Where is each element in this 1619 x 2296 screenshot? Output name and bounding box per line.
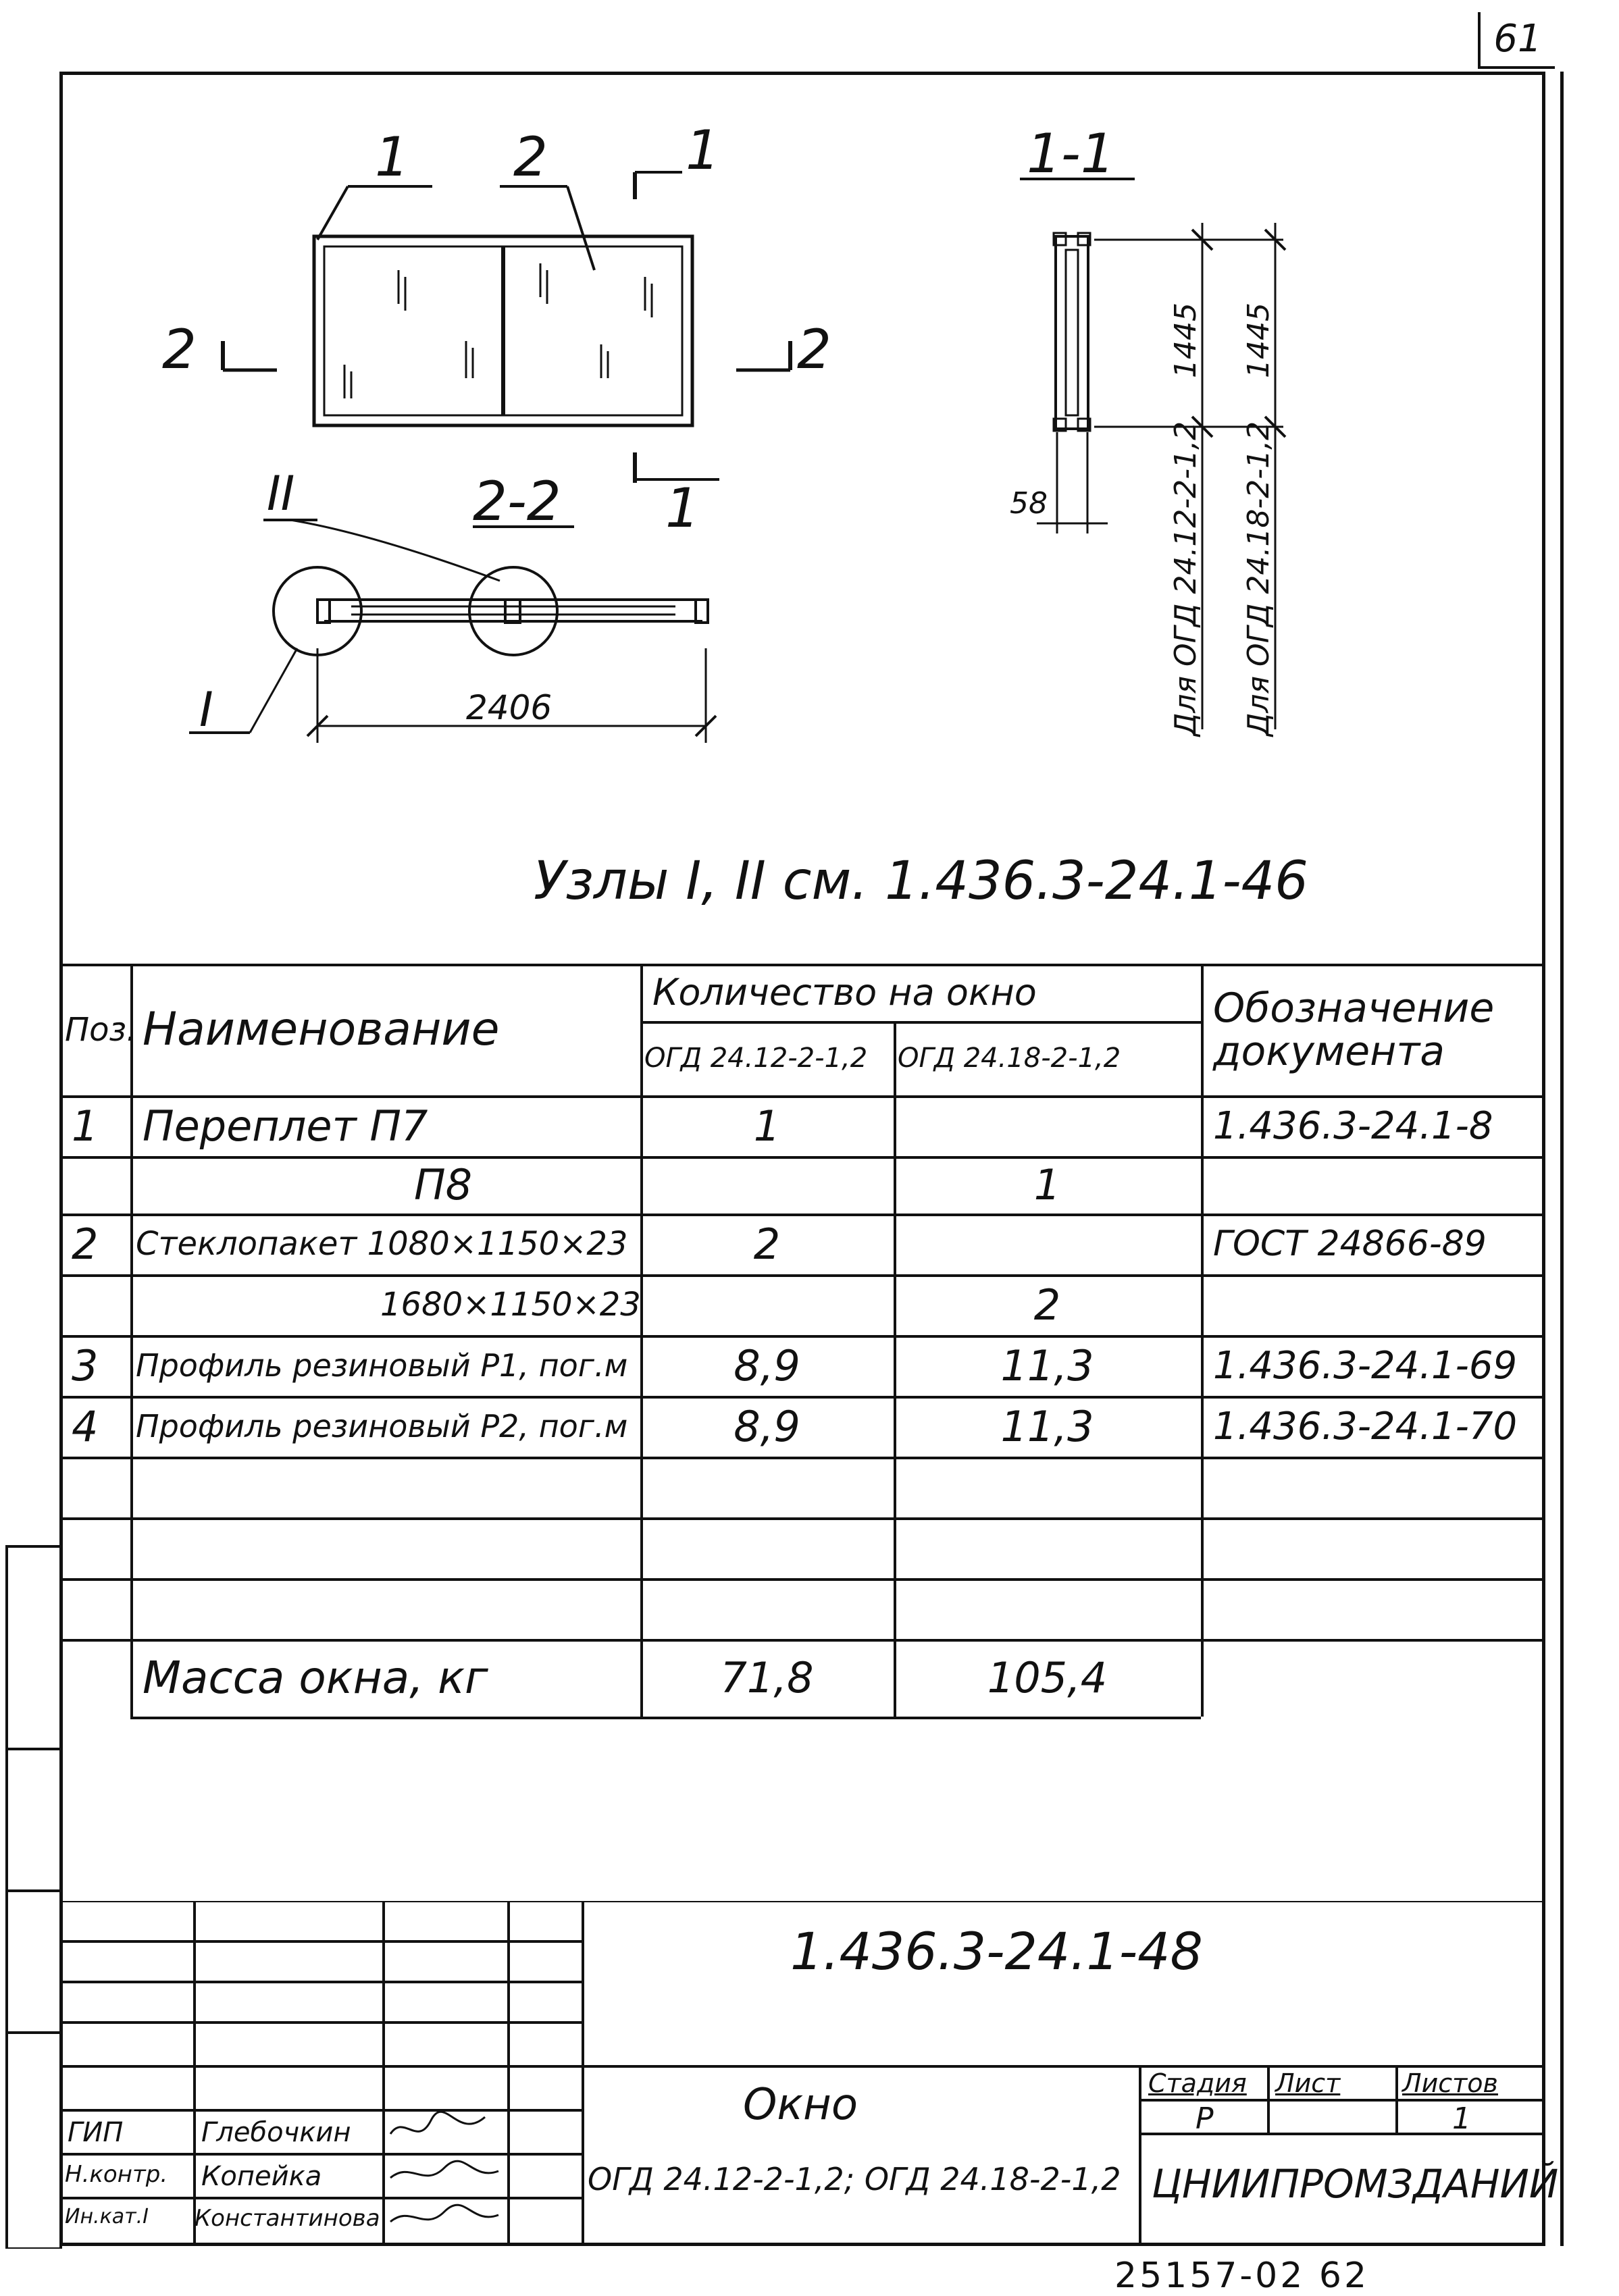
sign-name-3: Константинова [195, 2205, 380, 2232]
node-I-label: I [199, 682, 213, 737]
dim-2406: 2406 [466, 688, 552, 727]
note-vertical-2: Для ОГД 24.18-2-1,2 [1241, 421, 1276, 736]
row-6-name: Профиль резиновый Р2, пог.м [136, 1408, 628, 1444]
section-mark-1-bottom: 1 [665, 477, 700, 540]
row-5-q1: 8,9 [734, 1340, 800, 1390]
header-doc: Обозначение документа [1213, 984, 1495, 1075]
row-mass-q1: 71,8 [720, 1653, 814, 1702]
specification-table [59, 964, 1545, 1720]
sheets-label: Листов [1402, 2068, 1498, 2098]
row-3-name: Стеклопакет 1080×1150×23 [136, 1225, 628, 1263]
sign-role-3: Ин.кат.I [65, 2205, 149, 2228]
row-mass-q2: 105,4 [987, 1653, 1108, 1702]
subtitle: ОГД 24.12-2-1,2; ОГД 24.18-2-1,2 [588, 2161, 1121, 2197]
row-3-doc: ГОСТ 24866-89 [1213, 1224, 1487, 1264]
row-6-doc: 1.436.3-24.1-70 [1213, 1404, 1518, 1449]
row-mass-name: Масса окна, кг [143, 1652, 488, 1704]
row-1-doc: 1.436.3-24.1-8 [1213, 1103, 1493, 1148]
header-name: Наименование [143, 1003, 500, 1056]
row-5-name: Профиль резиновый Р1, пог.м [136, 1347, 628, 1384]
row-4-q1 [640, 1274, 894, 1335]
section-mark-2-left: 2 [162, 318, 197, 381]
row-2-q2: 1 [1033, 1160, 1061, 1209]
header-qty-col2: ОГД 24.18-2-1,2 [898, 1043, 1121, 1074]
row-2-q1 [640, 1156, 894, 1214]
row-3-q1: 2 [753, 1219, 781, 1269]
window-drawing [0, 0, 1619, 851]
row-5-doc: 1.436.3-24.1-69 [1213, 1343, 1518, 1388]
row-6-q2: 11,3 [1000, 1401, 1094, 1451]
row-1-pos: 1 [72, 1101, 99, 1151]
row-2-name: П8 [414, 1160, 473, 1209]
handwritten-signatures [384, 2107, 512, 2242]
section-2-2-title: 2-2 [473, 470, 561, 533]
header-qty-col1: ОГД 24.12-2-1,2 [644, 1043, 868, 1074]
stage-label: Стадия [1148, 2068, 1247, 2098]
section-mark-2-right: 2 [797, 318, 831, 381]
row-1-q1: 1 [753, 1101, 781, 1151]
row-6-pos: 4 [72, 1401, 99, 1451]
section-mark-1-top: 1 [686, 119, 720, 182]
sign-role-2: Н.контр. [65, 2161, 168, 2188]
row-1-name: Переплет П7 [143, 1101, 428, 1151]
sheets-value: 1 [1452, 2102, 1471, 2136]
left-margin-strip [0, 1540, 68, 2249]
row-6-q1: 8,9 [734, 1401, 800, 1451]
header-qty: Количество на окно [652, 971, 1037, 1014]
row-4-doc [1201, 1274, 1545, 1335]
sign-name-1: Глебочкин [201, 2117, 351, 2148]
row-2-pos [59, 1156, 130, 1214]
bottom-archive-code: 25157-02 62 [1114, 2255, 1370, 2296]
sheet-label: Лист [1275, 2068, 1341, 2098]
row-3-pos: 2 [72, 1219, 99, 1269]
row-4-q2: 2 [1033, 1280, 1061, 1330]
sign-role-1: ГИП [68, 2117, 124, 2148]
row-3-q2 [894, 1214, 1201, 1274]
dim-1445-a: 1445 [1168, 303, 1203, 378]
row-5-pos: 3 [72, 1340, 99, 1390]
title: Окно [743, 2080, 858, 2130]
row-4-name: 1680×1150×23 [380, 1286, 641, 1324]
sheet-number: 61 [1478, 12, 1555, 69]
section-1-1-title: 1-1 [1027, 122, 1115, 185]
row-4-pos [59, 1274, 130, 1335]
dim-1445-b: 1445 [1241, 303, 1276, 378]
doc-code: 1.436.3-24.1-48 [790, 1921, 1203, 1981]
note-vertical-1: Для ОГД 24.12-2-1,2 [1168, 421, 1203, 736]
stage-value: Р [1196, 2102, 1214, 2136]
dim-58: 58 [1010, 486, 1048, 521]
leader-label-pos1: 1 [375, 126, 409, 188]
row-1-q2 [894, 1095, 1201, 1156]
leader-label-pos2: 2 [513, 126, 548, 188]
organization: ЦНИИПРОМЗДАНИЙ [1152, 2161, 1559, 2207]
node-II-label: II [267, 466, 295, 521]
sign-name-2: Копейка [201, 2161, 322, 2192]
header-pos: Поз. [65, 1010, 137, 1049]
nodes-reference-note: Узлы I, II см. 1.436.3-24.1-46 [534, 851, 1308, 912]
row-2-doc [1201, 1156, 1545, 1214]
row-5-q2: 11,3 [1000, 1340, 1094, 1390]
